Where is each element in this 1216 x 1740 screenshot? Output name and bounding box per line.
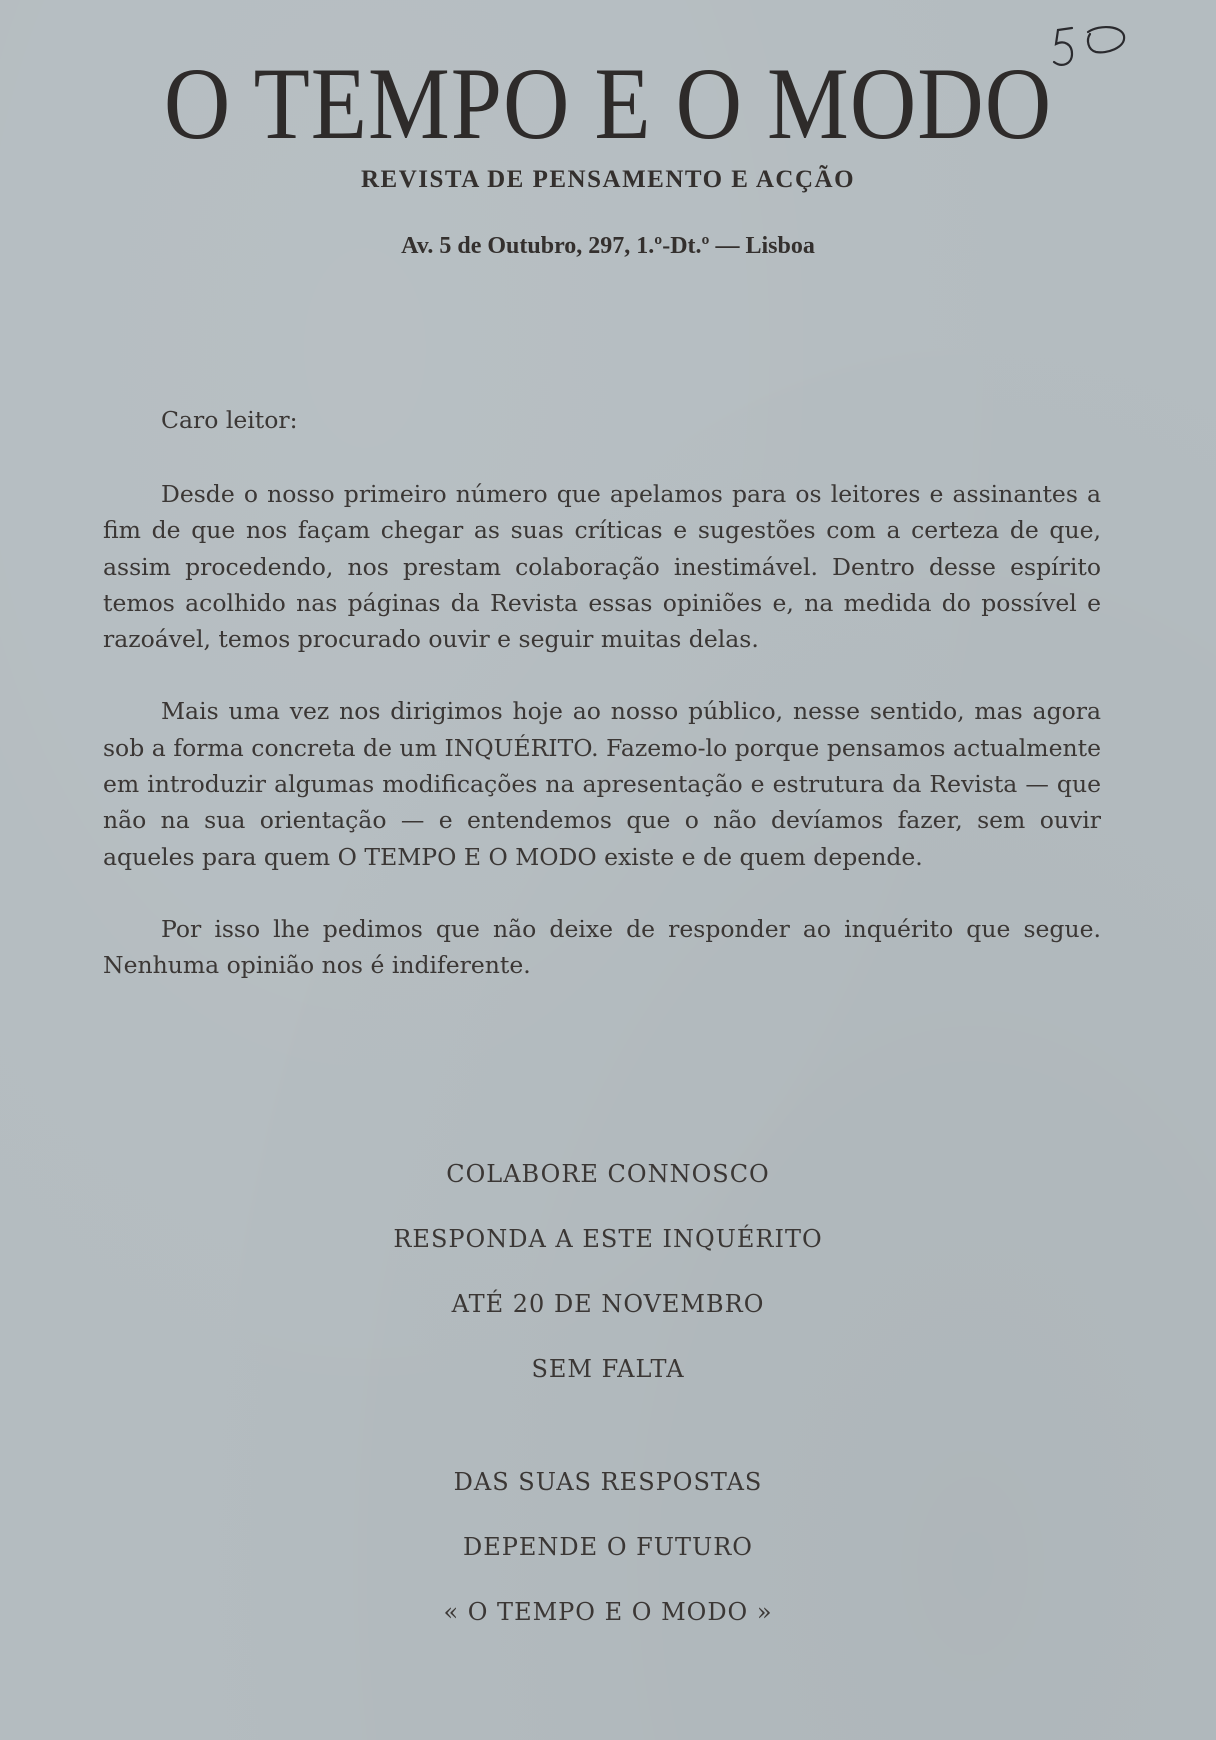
callout-line: COLABORE CONNOSCO (446, 1160, 770, 1188)
salutation: Caro leitor: (161, 406, 298, 434)
letter-paragraph: Mais uma vez nos dirigimos hoje ao nosso público, nesse sentido, mas agora sob a forma concreta de um INQUÉRITO. Fazemo-lo porque pensamos actualmente em introduzir algumas modificações na apresentação e estrutura da Revista — que não na sua orientação — e entendemos que o não devíamos fazer, sem ouvir aqueles para quem O TEMPO E O MODO existe e de quem depende. (103, 697, 1101, 871)
callout-line: DAS SUAS RESPOSTAS (453, 1468, 763, 1496)
callout-line: DEPENDE O FUTURO (463, 1533, 753, 1561)
letter-body (103, 400, 1101, 1020)
letter-paragraph: Por isso lhe pedimos que não deixe de responder ao inquérito que segue. Nenhuma opinião nos é indiferente. (103, 914, 1101, 980)
callout-line: ATÉ 20 DE NOVEMBRO (451, 1290, 765, 1318)
letter-paragraph: Desde o nosso primeiro número que apelamos para os leitores e assinantes a fim de que nos façam chegar as suas críticas e sugestões com a certeza de que, assim procedendo, nos prestam colaboração inestimável. Dentro desse espírito temos acolhido nas páginas da Revista essas opiniões e, na medida do possível e razoável, temos procurado ouvir e seguir muitas delas. (103, 480, 1101, 654)
callout-line: RESPONDA A ESTE INQUÉRITO (393, 1225, 823, 1253)
callout-line: « O TEMPO E O MODO » (443, 1598, 773, 1626)
masthead-address: Av. 5 de Outubro, 297, 1.º-Dt.º — Lisboa (401, 233, 815, 259)
callout-line: SEM FALTA (531, 1355, 685, 1383)
masthead-subtitle: REVISTA DE PENSAMENTO E ACÇÃO (360, 166, 856, 193)
masthead-title: O TEMPO E O MODO (163, 46, 1053, 161)
